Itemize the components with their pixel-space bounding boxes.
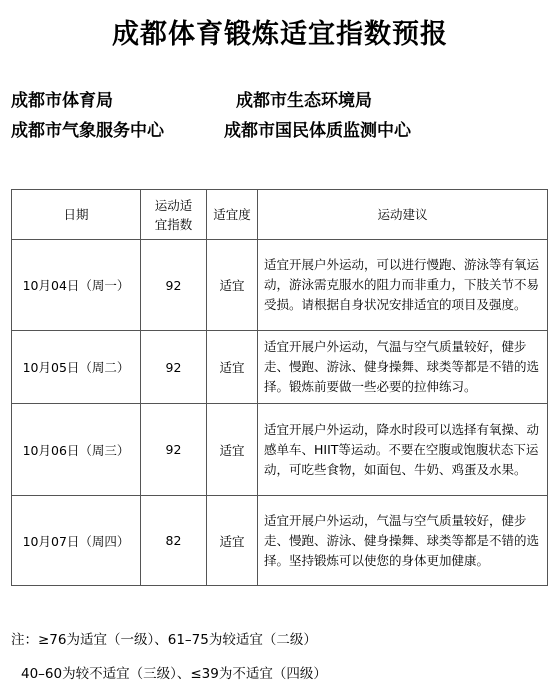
- table-row: [12, 496, 548, 586]
- cell-advice: 适宜开展户外运动，气温与空气质量较好，健步走、慢跑、游泳、健身操舞、球类等都是不错的选择。锻炼前要做一些必要的拉伸练习。: [258, 331, 548, 404]
- table-row: [12, 331, 548, 404]
- cell-date: 10月07日（周四）: [12, 496, 141, 586]
- header-suitability: 适宜度: [207, 190, 258, 240]
- note-line-2: 40–60为较不适宜（三级）、≤39为不适宜（四级）: [21, 666, 327, 682]
- table-row: [12, 240, 548, 331]
- cell-date: 10月06日（周三）: [12, 404, 141, 496]
- header-index-line2: 宜指数: [154, 216, 193, 232]
- cell-suitability: 适宜: [207, 404, 258, 496]
- header-advice: 运动建议: [258, 190, 548, 240]
- cell-index: 92: [141, 404, 207, 496]
- note-line-1: 注：≥76为适宜（一级）、61–75为较适宜（二级）: [11, 632, 317, 648]
- cell-suitability: 适宜: [207, 496, 258, 586]
- header-date: 日期: [12, 190, 141, 240]
- header-index: [141, 190, 207, 240]
- organization-fitness-monitoring-center: 成都市国民体质监测中心: [224, 121, 411, 141]
- organization-ecology-bureau: 成都市生态环境局: [236, 91, 372, 111]
- cell-suitability: 适宜: [207, 331, 258, 404]
- page-title: 成都体育锻炼适宜指数预报: [112, 19, 448, 50]
- header-index-line1: 运动适: [154, 197, 193, 213]
- cell-suitability: 适宜: [207, 240, 258, 331]
- cell-index: 82: [141, 496, 207, 586]
- table-row: [12, 404, 548, 496]
- cell-index: 92: [141, 331, 207, 404]
- table-header-row: [12, 190, 548, 240]
- cell-advice: 适宜开展户外运动，可以进行慢跑、游泳等有氧运动，游泳需克服水的阻力而非重力，下肢关节不易受损。请根据自身状况安排适宜的项目及强度。: [258, 240, 548, 331]
- forecast-table: [11, 189, 548, 586]
- cell-date: 10月05日（周二）: [12, 331, 141, 404]
- cell-advice: 适宜开展户外运动，气温与空气质量较好，健步走、慢跑、游泳、健身操舞、球类等都是不错的选择。坚持锻炼可以使您的身体更加健康。: [258, 496, 548, 586]
- cell-advice: 适宜开展户外运动，降水时段可以选择有氧操、动感单车、HIIT等运动。不要在空腹或饱腹状态下运动，可吃些食物，如面包、牛奶、鸡蛋及水果。: [258, 404, 548, 496]
- cell-index: 92: [141, 240, 207, 331]
- organization-meteorological-center: 成都市气象服务中心: [11, 121, 164, 141]
- cell-date: 10月04日（周一）: [12, 240, 141, 331]
- organization-sports-bureau: 成都市体育局: [11, 91, 113, 111]
